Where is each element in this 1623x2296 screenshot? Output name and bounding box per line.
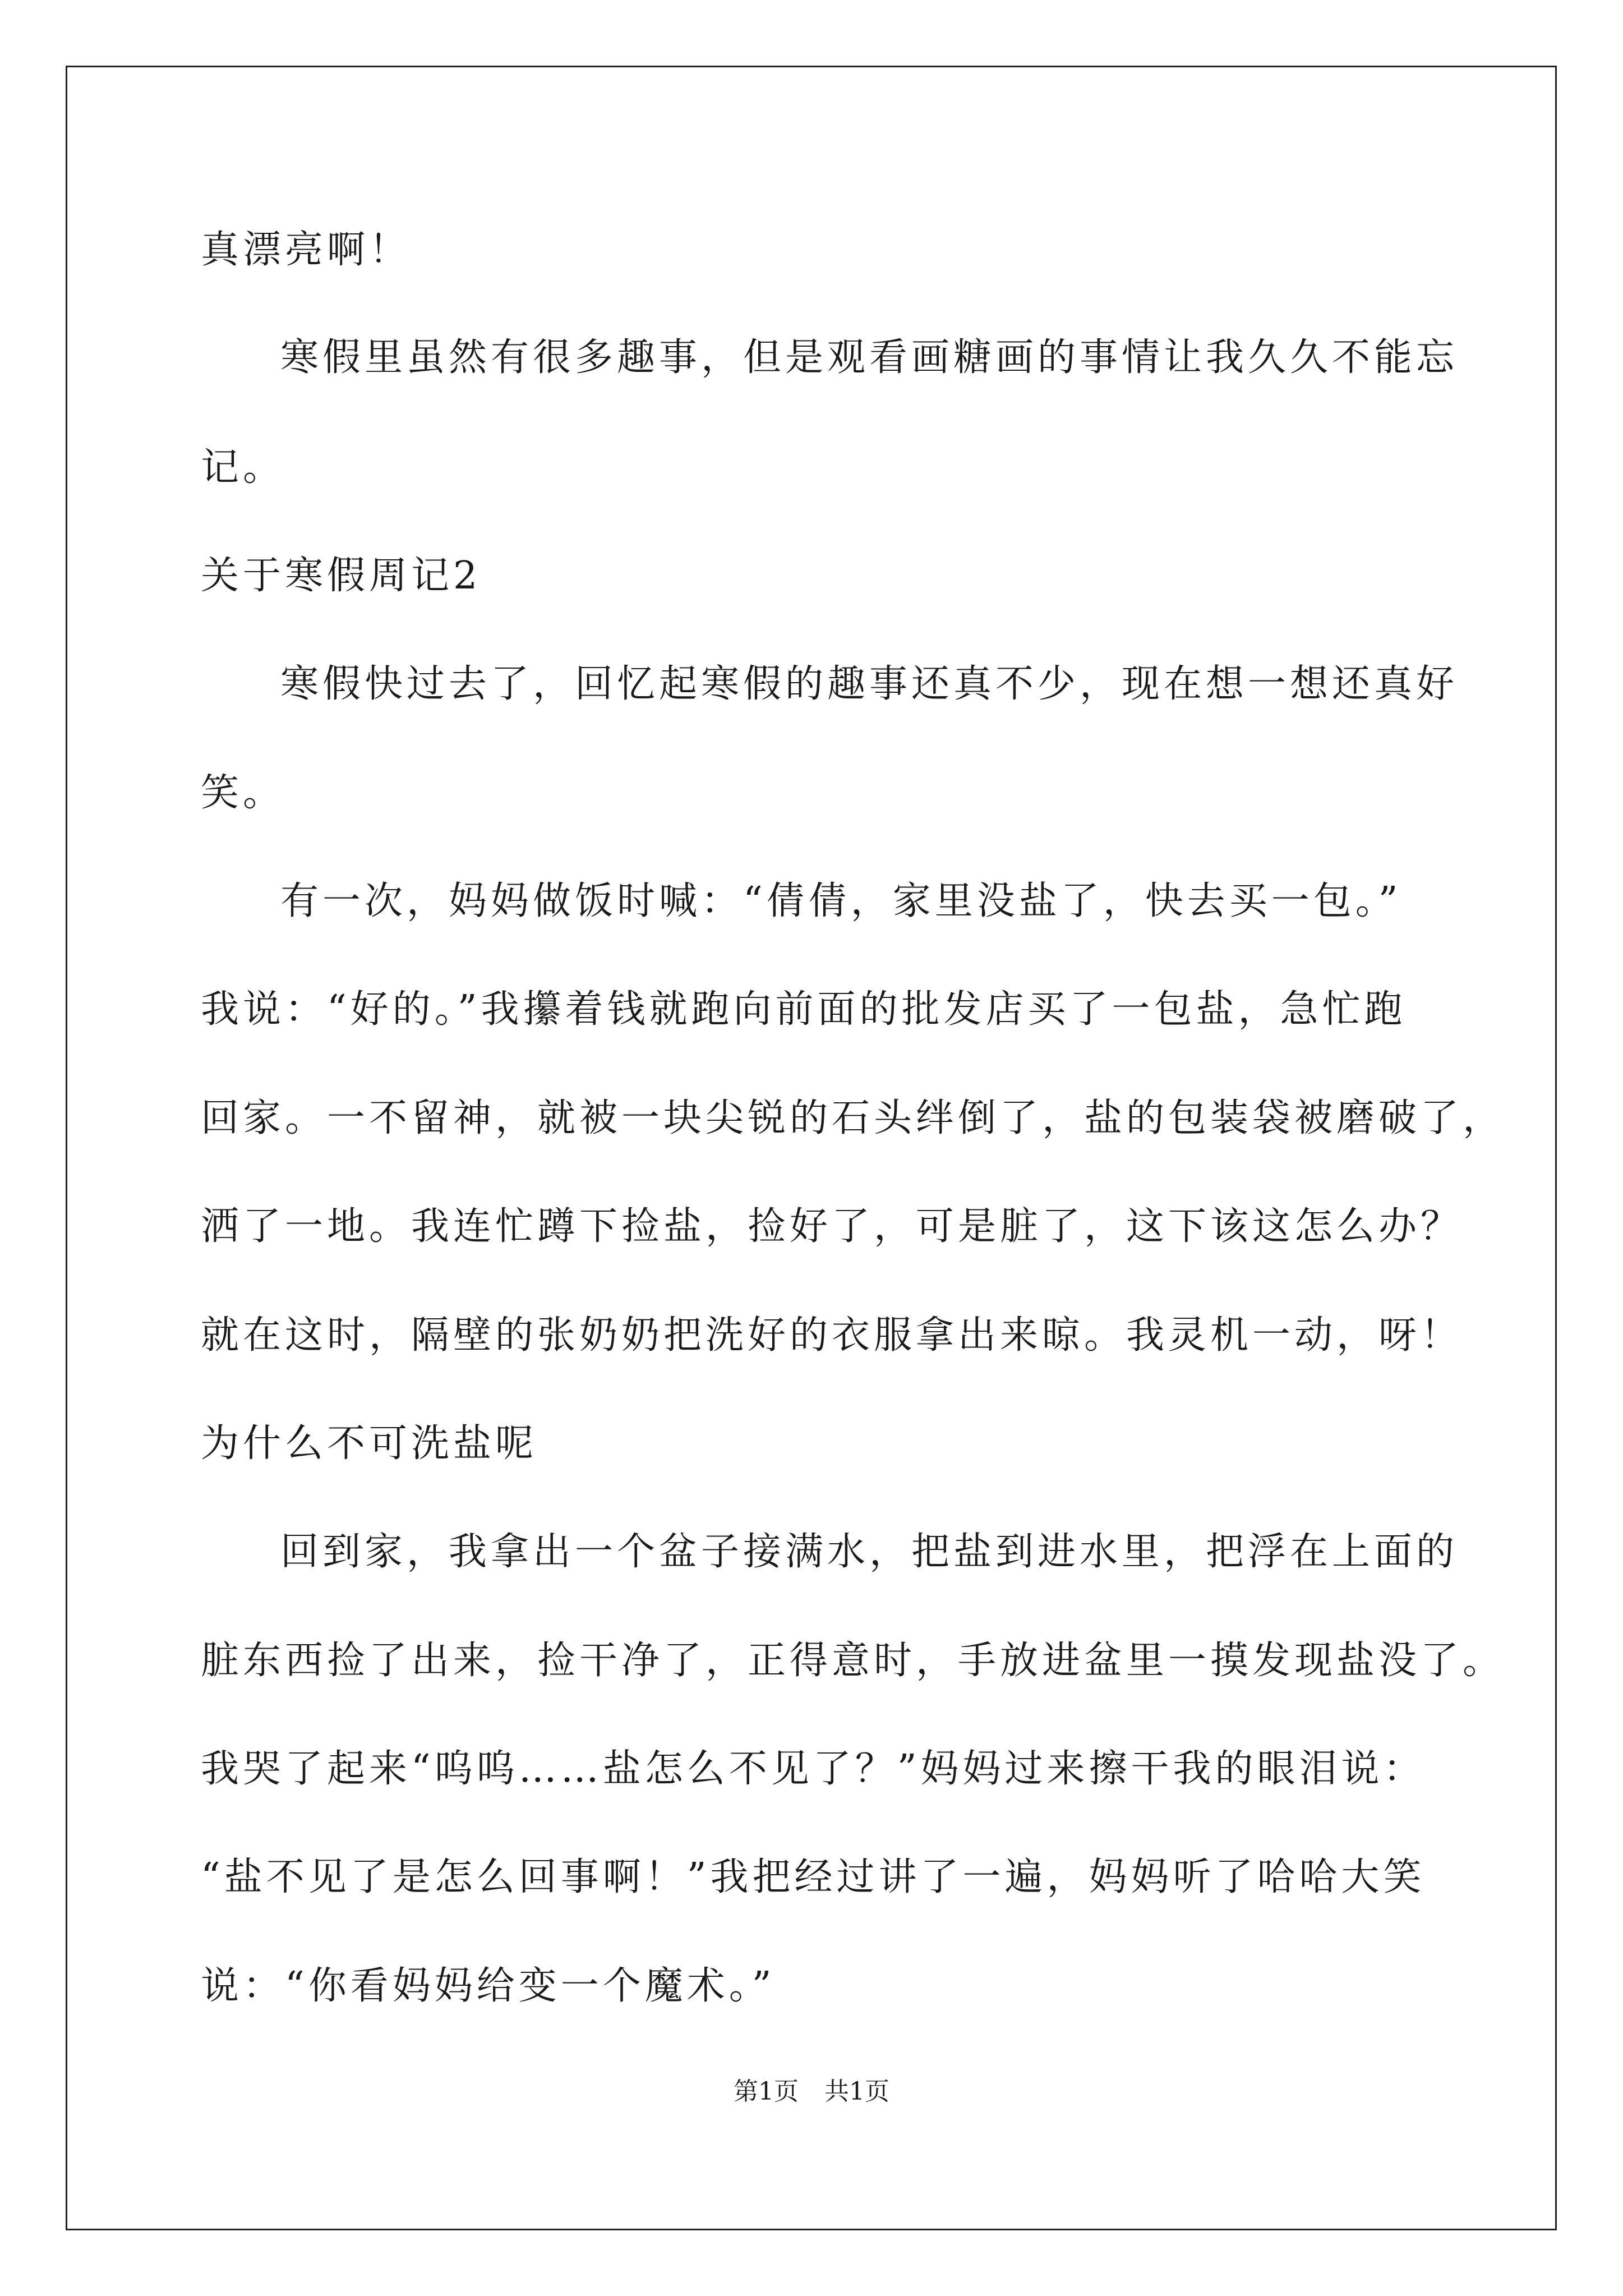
page-border: [66, 66, 1557, 2230]
text-line: 记。: [201, 445, 285, 490]
text-line: 寒假快过去了，回忆起寒假的趣事还真不少，现在想一想还真好: [280, 662, 1459, 706]
text-line: 洒了一地。我连忙蹲下捡盐，捡好了，可是脏了，这下该这怎么办？: [201, 1204, 1463, 1249]
text-line: 就在这时，隔壁的张奶奶把洗好的衣服拿出来晾。我灵机一动，呀！: [201, 1313, 1463, 1358]
text-line: 说：“你看妈妈给变一个魔术。”: [201, 1964, 776, 2008]
text-line: 回到家，我拿出一个盆子接满水，把盐到进水里，把浮在上面的: [280, 1530, 1459, 1574]
section-heading: 关于寒假周记2: [201, 554, 482, 598]
text-line: “盐不见了是怎么回事啊！”我把经过讲了一遍，妈妈听了哈哈大笑: [201, 1855, 1426, 1899]
page-total: 共1页: [824, 2077, 889, 2106]
text-line: 为什么不可洗盐呢: [201, 1421, 538, 1466]
text-line: 我哭了起来“呜呜……盐怎么不见了？”妈妈过来擦干我的眼泪说：: [201, 1747, 1426, 1791]
text-line: 寒假里虽然有很多趣事，但是观看画糖画的事情让我久久不能忘: [280, 335, 1459, 380]
text-line: 脏东西捡了出来，捡干净了，正得意时，手放进盆里一摸发现盐没了。: [201, 1639, 1505, 1683]
text-line: 真漂亮啊！: [201, 228, 412, 272]
text-line: 回家。一不留神，就被一块尖锐的石头绊倒了，盐的包装袋被磨破了，: [201, 1096, 1505, 1140]
text-line: 有一次，妈妈做饭时喊：“倩倩，家里没盐了，快去买一包。”: [280, 879, 1402, 923]
page-footer: [0, 2079, 1623, 2104]
text-line: 笑。: [201, 771, 285, 815]
page-number: 第1页: [734, 2077, 799, 2106]
text-line: 我说：“好的。”我攥着钱就跑向前面的批发店买了一包盐，急忙跑: [201, 987, 1407, 1032]
